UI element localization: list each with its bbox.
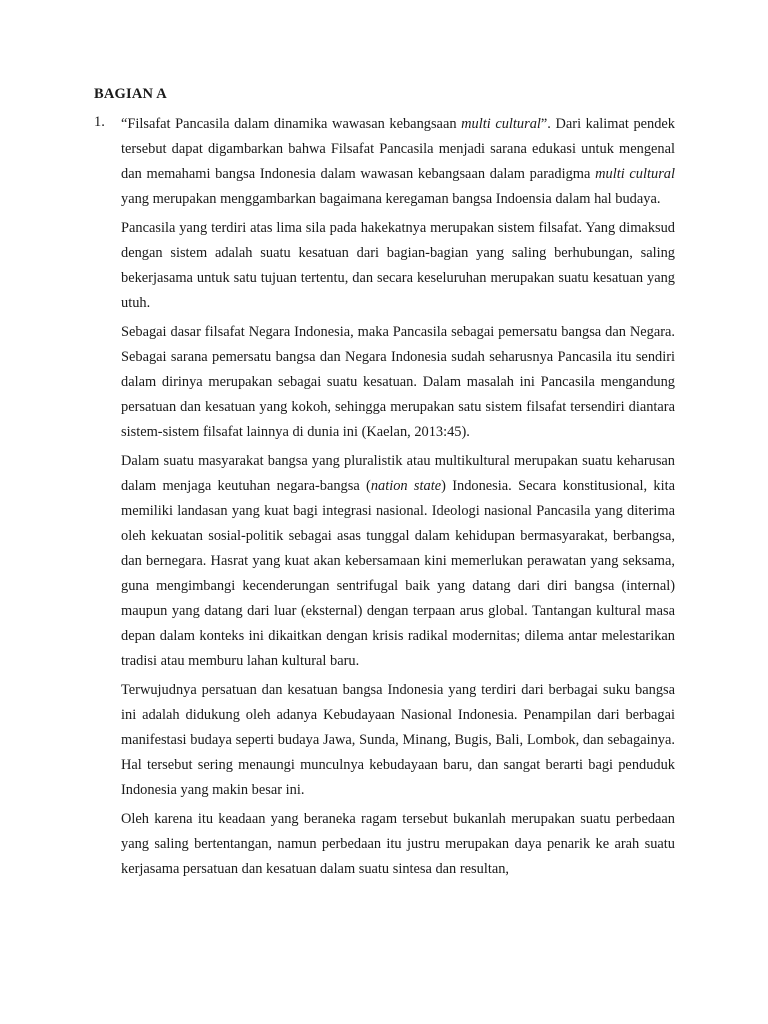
paragraph — [121, 449, 675, 674]
italic-text-run: nation state — [370, 478, 442, 494]
text-run: Sebagai dasar filsafat Negara Indonesia, maka Pancasila sebagai pemersatu bangsa dan Negara. Sebagai sarana pemersatu bangsa dan Negara Indonesia sudah seharusnya Pancasila itu sendiri dalam dirinya merupakan sebagai suatu kesatuan. Dalam masalah ini Pancasila mengandung persatuan dan kesatuan yang kokoh, sehingga merupakan satu sistem filsafat tersendiri diantara sistem-sistem filsafat lainnya di dunia ini (Kaelan, 2013:45). — [121, 324, 675, 440]
body-text — [121, 112, 675, 882]
paragraph — [121, 112, 675, 212]
text-run: “Filsafat Pancasila dalam dinamika wawasan kebangsaan — [121, 116, 462, 132]
paragraph — [121, 807, 675, 882]
italic-text-run: multi cultural — [595, 166, 675, 182]
text-run: yang merupakan menggambarkan bagaimana keregaman bangsa Indoensia dalam hal budaya. — [121, 191, 661, 207]
paragraph — [121, 216, 675, 316]
paragraph — [121, 678, 675, 803]
list-item-number: 1. — [94, 114, 105, 130]
italic-text-run: multi cultural — [461, 116, 541, 132]
text-run: Oleh karena itu keadaan yang beraneka ragam tersebut bukanlah merupakan suatu perbedaan yang saling bertentangan, namun perbedaan itu justru merupakan daya penarik ke arah suatu kerjasama persatuan dan kesatuan dalam suatu sintesa dan resultan, — [121, 811, 675, 877]
text-run: ”. Dari kalimat pendek tersebut dapat digambarkan bahwa Filsafat Pancasila menjadi sarana edukasi untuk mengenal dan memahami bangsa Indonesia dalam wawasan kebangsaan dalam paradigma — [121, 116, 676, 182]
text-run: Pancasila yang terdiri atas lima sila pada hakekatnya merupakan sistem filsafat. Yang dimaksud dengan sistem adalah suatu kesatuan dari bagian-bagian yang saling berhubungan, saling bekerjasama untuk satu tujuan tertentu, dan secara keseluruhan merupakan suatu kesatuan yang utuh. — [121, 220, 675, 311]
section-heading: BAGIAN A — [94, 86, 167, 102]
text-run: Dalam suatu masyarakat bangsa yang pluralistik atau multikultural merupakan suatu keharusan dalam menjaga keutuhan negara-bangsa ( — [121, 453, 675, 494]
text-run: ) Indonesia. Secara konstitusional, kita memiliki landasan yang kuat bagi integrasi nasional. Ideologi nasional Pancasila yang diterima oleh kekuatan sosial-politik sebagai asas tunggal dalam kehidupan bermasyarakat, berbangsa, dan bernegara. Hasrat yang kuat akan kebersamaan kini memerlukan perawatan yang seksama, guna mengimbangi kecenderungan sentrifugal baik yang datang dari diri bangsa (internal) maupun yang datang dari luar (eksternal) dengan terpaan arus global. Tantangan kultural masa depan dalam konteks ini dikaitkan dengan krisis radikal modernitas; dilema antar melestarikan tradisi atau memburu lahan kultural baru. — [121, 478, 675, 669]
paragraph — [121, 320, 675, 445]
text-run: Terwujudnya persatuan dan kesatuan bangsa Indonesia yang terdiri dari berbagai suku bangsa ini adalah didukung oleh adanya Kebudayaan Nasional Indonesia. Penampilan dari berbagai manifestasi budaya seperti budaya Jawa, Sunda, Minang, Bugis, Bali, Lombok, dan sebagainya. Hal tersebut sering menaungi munculnya kebudayaan baru, dan sangat berarti bagi penduduk Indonesia yang makin besar ini. — [121, 682, 675, 798]
